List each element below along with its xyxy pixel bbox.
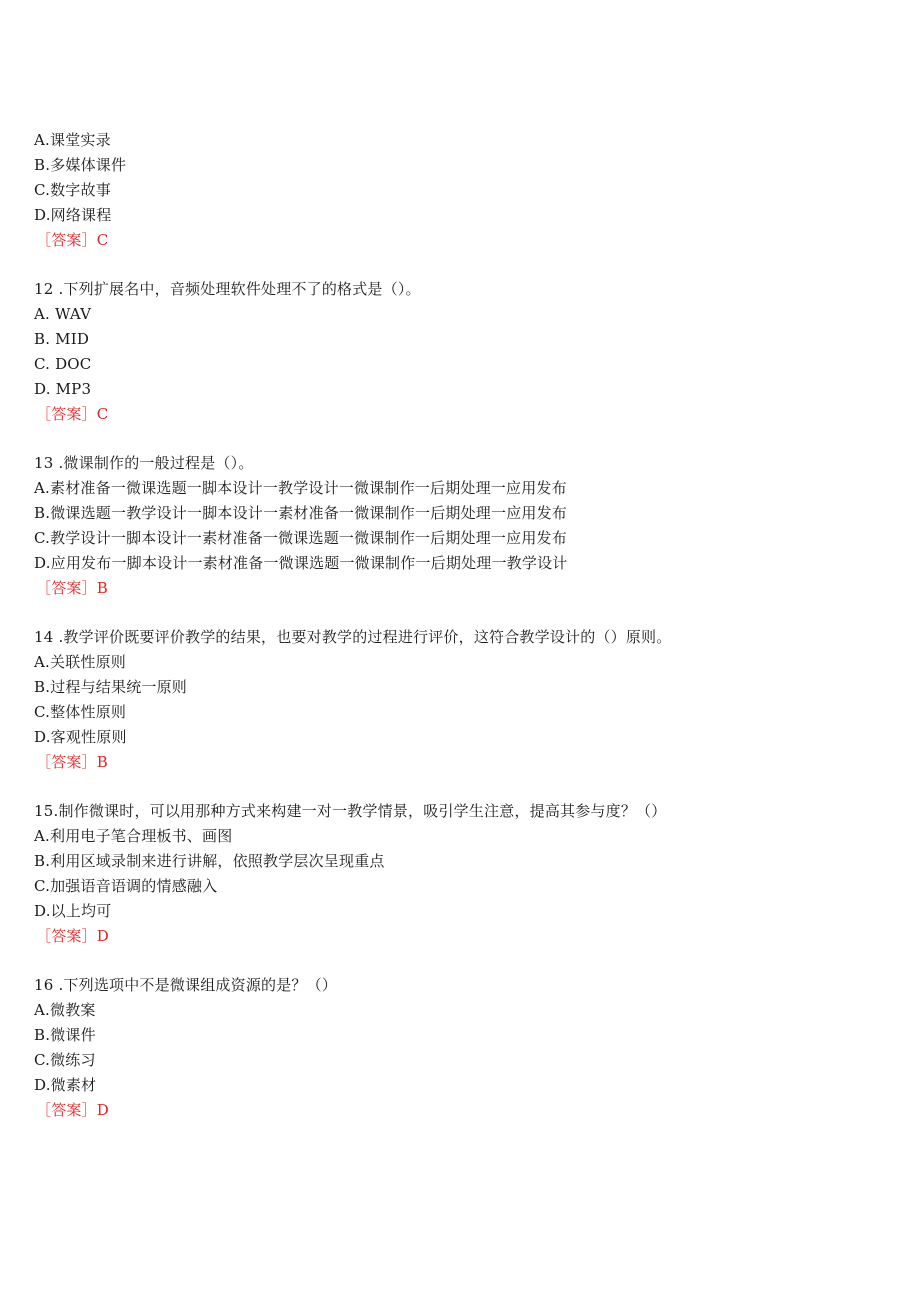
question-block-15 [34,799,884,949]
question-block-13 [34,451,884,601]
option-d: D.微素材 [34,1076,97,1094]
answer-label: ［答案］B [36,753,109,771]
option-a: A. WAV [34,305,92,323]
option-c: C.微练习 [34,1051,96,1069]
question-block-11 [34,128,884,253]
spacer [34,775,884,799]
option-c: C.教学设计一脚本设计一素材准备一微课选题一微课制作一后期处理一应用发布 [34,529,567,547]
question-text: 16 .下列选项中不是微课组成资源的是？（） [34,976,338,994]
option-d: D.应用发布一脚本设计一素材准备一微课选题一微课制作一后期处理一教学设计 [34,554,568,572]
answer-label: ［答案］C [36,231,109,249]
question-text: 12 .下列扩展名中，音频处理软件处理不了的格式是（）。 [34,280,421,298]
option-a: A.课堂实录 [34,131,111,149]
option-a: A.素材准备一微课选题一脚本设计一教学设计一微课制作一后期处理一应用发布 [34,479,567,497]
option-d: D.客观性原则 [34,728,127,746]
question-text: 14 .教学评价既要评价教学的结果，也要对教学的过程进行评价，这符合教学设计的（）原则。 [34,628,672,646]
spacer [34,949,884,973]
question-block-14 [34,625,884,775]
answer-label: ［答案］B [36,579,109,597]
option-d: D.以上均可 [34,902,112,920]
option-b: B.微课选题一教学设计一脚本设计一素材准备一微课制作一后期处理一应用发布 [34,504,567,522]
option-b: B.多媒体课件 [34,156,127,174]
question-text: 15.制作微课时，可以用那种方式来构建一对一教学情景，吸引学生注意，提高其参与度？（） [34,802,667,820]
question-block-16 [34,973,884,1123]
option-a: A.利用电子笔合理板书、画图 [34,827,233,845]
option-a: A.微教案 [34,1001,96,1019]
option-c: C.数字故事 [34,181,111,199]
spacer [34,427,884,451]
option-d: D.网络课程 [34,206,112,224]
question-list [34,128,884,1123]
option-c: C.整体性原则 [34,703,127,721]
spacer [34,601,884,625]
answer-label: ［答案］C [36,405,109,423]
spacer [34,253,884,277]
option-b: B.利用区域录制来进行讲解，依照教学层次呈现重点 [34,852,385,870]
option-a: A.关联性原则 [34,653,127,671]
question-text: 13 .微课制作的一般过程是（）。 [34,454,254,472]
answer-label: ［答案］D [36,1101,110,1119]
option-d: D. MP3 [34,380,92,398]
option-c: C. DOC [34,355,92,373]
question-block-12 [34,277,884,427]
answer-label: ［答案］D [36,927,110,945]
option-b: B. MID [34,330,90,348]
option-c: C.加强语音语调的情感融入 [34,877,218,895]
option-b: B.微课件 [34,1026,96,1044]
option-b: B.过程与结果统一原则 [34,678,187,696]
